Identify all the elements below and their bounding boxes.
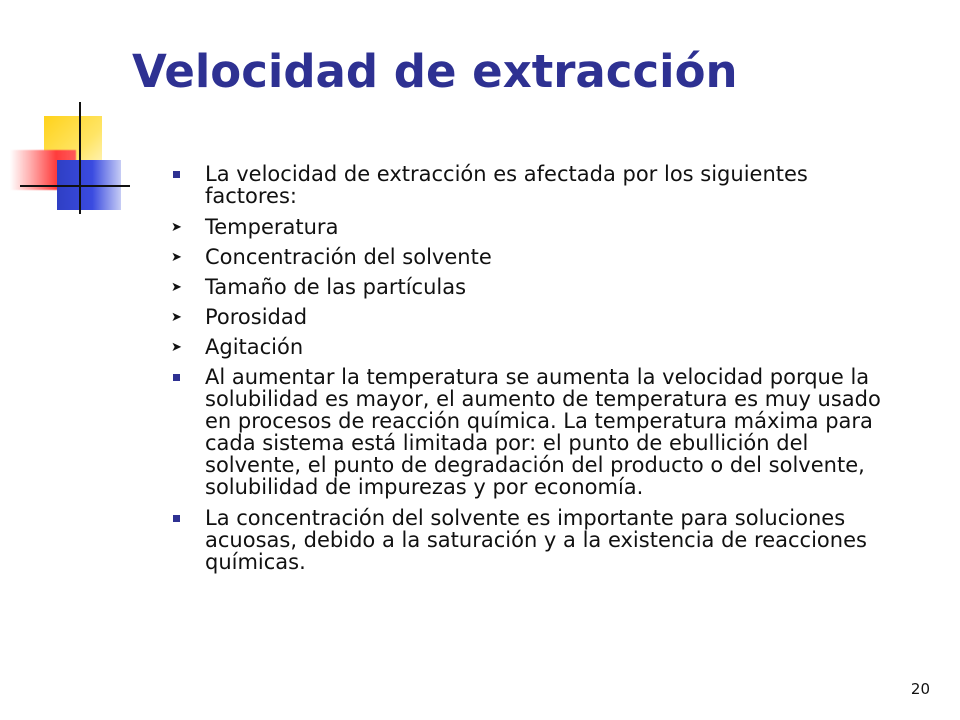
- bullet-text: Concentración del solvente: [205, 245, 492, 269]
- page-number: 20: [910, 680, 930, 698]
- slide-title: Velocidad de extracción: [132, 45, 738, 98]
- bullet-item: [170, 336, 890, 358]
- bullet-text: Tamaño de las partículas: [205, 275, 467, 299]
- bullet-text: Temperatura: [205, 215, 339, 239]
- bullet-item: [170, 306, 890, 328]
- bullet-text: La velocidad de extracción es afectada por los siguientes factores:: [205, 162, 808, 208]
- bullet-item: [170, 163, 890, 207]
- arrow-bullet-icon: ➤: [171, 310, 182, 325]
- bullet-item: [170, 276, 890, 298]
- bullet-item: [170, 216, 890, 238]
- square-bullet-icon: [173, 374, 180, 381]
- bullet-item: [170, 507, 890, 573]
- bullet-text: La concentración del solvente es importante para soluciones acuosas, debido a la saturación y a la existencia de reacciones químicas.: [205, 506, 867, 574]
- arrow-bullet-icon: ➤: [171, 250, 182, 265]
- decorative-corner-graphic: [0, 0, 140, 230]
- bullet-text: Porosidad: [205, 305, 308, 329]
- arrow-bullet-icon: ➤: [171, 220, 182, 235]
- arrow-bullet-icon: ➤: [171, 340, 182, 355]
- vertical-line-decoration: [79, 102, 81, 214]
- bullet-item: [170, 366, 890, 498]
- arrow-bullet-icon: ➤: [171, 280, 182, 295]
- square-bullet-icon: [173, 515, 180, 522]
- bullet-text: Al aumentar la temperatura se aumenta la velocidad porque la solubilidad es mayor, el aumento de temperatura es muy usado en procesos de reacción química. La temperatura máxima para cada sistema está limitada por: el punto de ebullición del solvente, el punto de degradación del producto o del solvente, solubilidad de impurezas y por economía.: [205, 365, 881, 499]
- bullet-item: [170, 246, 890, 268]
- bullet-list: [170, 163, 890, 582]
- bullet-text: Agitación: [205, 335, 304, 359]
- square-bullet-icon: [173, 171, 180, 178]
- horizontal-line-decoration: [20, 185, 130, 187]
